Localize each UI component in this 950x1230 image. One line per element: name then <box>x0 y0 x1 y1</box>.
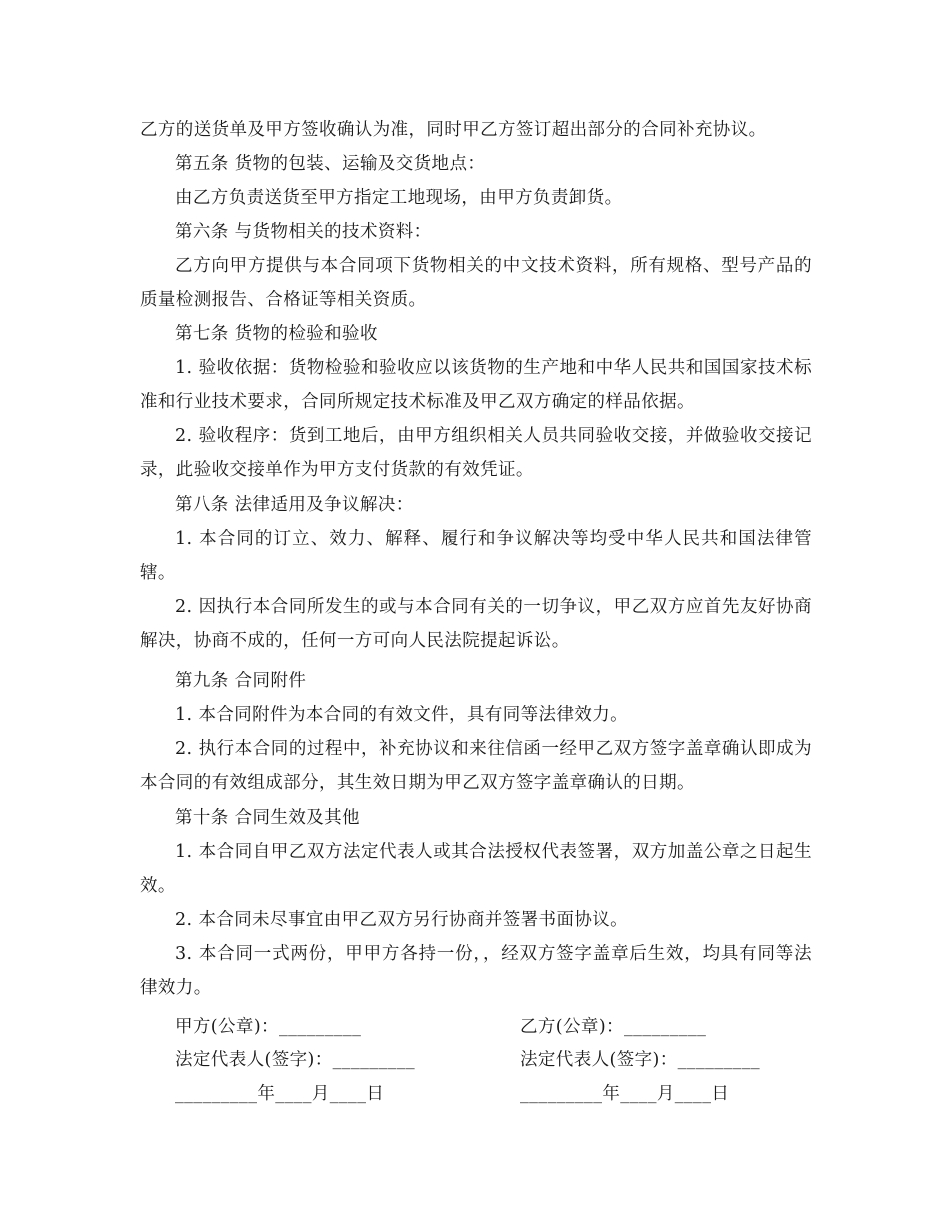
article-7-heading: 第七条 货物的检验和验收 <box>175 324 378 344</box>
article-9-item-2: 2. 执行本合同的过程中，补充协议和来往信函一经甲乙双方签字盖章确认即成为本合同的有效组成部分，其生效日期为甲乙双方签字盖章确认的日期。 <box>140 739 812 793</box>
article-10-item-2: 2. 本合同未尽事宜由甲乙双方另行协商并签署书面协议。 <box>175 910 629 930</box>
article-10-heading: 第十条 合同生效及其他 <box>175 808 360 828</box>
article-9-heading: 第九条 合同附件 <box>175 671 307 691</box>
paragraph-continuation: 乙方的送货单及甲方签收确认为准，同时甲乙方签订超出部分的合同补充协议。 <box>140 120 767 140</box>
article-8-item-1: 1. 本合同的订立、效力、解释、履行和争议解决等均受中华人民共和国法律管辖。 <box>140 529 812 583</box>
article-10-item-3: 3. 本合同一式两份，甲甲方各持一份，，经双方签字盖章后生效，均具有同等法律效力。 <box>140 944 812 998</box>
article-5-body: 由乙方负责送货至甲方指定工地现场，由甲方负责卸货。 <box>175 188 623 208</box>
article-5-heading: 第五条 货物的包装、运输及交货地点： <box>175 154 486 174</box>
article-6-heading: 第六条 与货物相关的技术资料： <box>175 222 432 242</box>
article-8-item-2: 2. 因执行本合同所发生的或与本合同有关的一切争议，甲乙双方应首先友好协商解决，协商不成的，任何一方可向人民法院提起诉讼。 <box>140 597 812 651</box>
party-a-seal-line: 甲方(公章)：_________ <box>175 1017 362 1037</box>
party-b-date-line: _________年____月____日 <box>520 1084 730 1104</box>
party-a-date-line: _________年____月____日 <box>175 1084 385 1104</box>
article-7-item-1: 1. 验收依据：货物检验和验收应以该货物的生产地和中华人民共和国国家技术标准和行业技术要求，合同所规定技术标准及甲乙双方确定的样品依据。 <box>140 358 812 412</box>
article-9-item-1: 1. 本合同附件为本合同的有效文件，具有同等法律效力。 <box>175 705 629 725</box>
article-7-item-2: 2. 验收程序：货到工地后，由甲方组织相关人员共同验收交接，并做验收交接记录，此验收交接单作为甲方支付货款的有效凭证。 <box>140 426 812 480</box>
party-b-seal-line: 乙方(公章)：_________ <box>520 1017 707 1037</box>
article-8-heading: 第八条 法律适用及争议解决： <box>175 495 414 515</box>
party-a-representative-line: 法定代表人(签字)：_________ <box>175 1050 416 1070</box>
party-b-representative-line: 法定代表人(签字)：_________ <box>520 1050 761 1070</box>
article-10-item-1: 1. 本合同自甲乙双方法定代表人或其合法授权代表签署，双方加盖公章之日起生效。 <box>140 842 812 896</box>
article-6-body: 乙方向甲方提供与本合同项下货物相关的中文技术资料，所有规格、型号产品的质量检测报告、合格证等相关资质。 <box>140 256 812 310</box>
